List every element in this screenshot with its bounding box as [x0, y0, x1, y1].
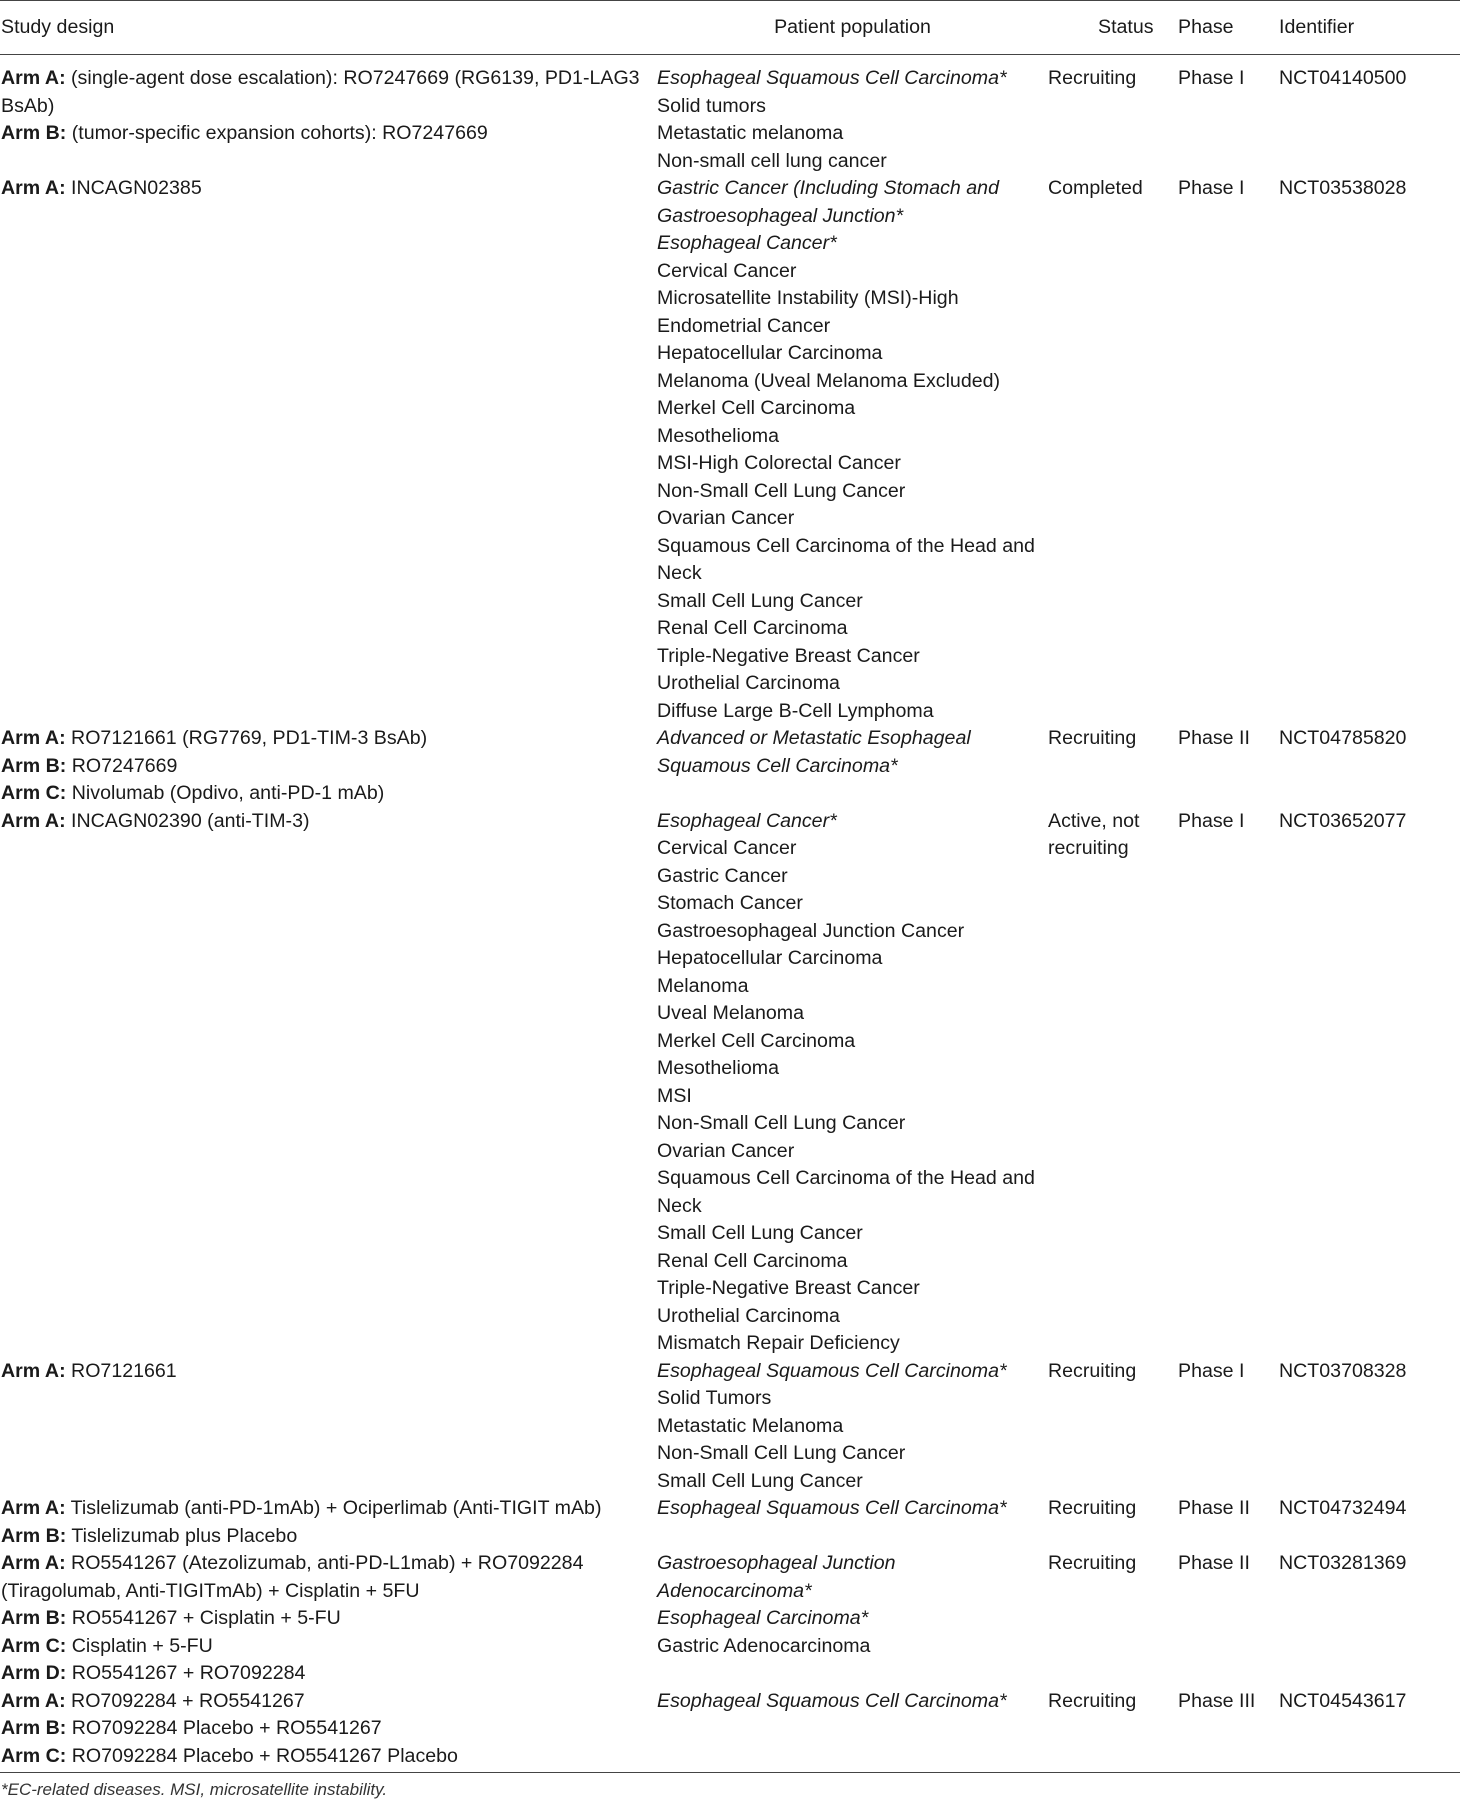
disease-item: Urothelial Carcinoma [657, 1304, 840, 1327]
arm-treatment: RO7092284 Placebo + RO5541267 Placebo [66, 1744, 458, 1767]
status-cell: Active, not recruiting [1048, 809, 1140, 859]
header-row [0, 1, 1460, 55]
arm-entry [1, 1550, 645, 1605]
identifier-cell: NCT04732494 [1279, 1497, 1407, 1519]
ec-related-disease: Gastric Cancer (Including Stomach and Gastroesophageal Junction* [657, 177, 999, 227]
arm-treatment: RO7121661 (RG7769, PD1-TIM-3 BsAb) [65, 727, 428, 749]
arm-label: Arm B: [1, 754, 67, 777]
disease-item: Ovarian Cancer [657, 507, 795, 529]
status-cell: Completed [1048, 177, 1143, 199]
disease-item: Mesothelioma [657, 424, 779, 447]
disease-item: Urothelial Carcinoma [657, 672, 840, 694]
disease-item: Metastatic melanoma [657, 122, 844, 144]
arm-treatment: Tislelizumab plus Placebo [66, 1524, 298, 1547]
disease-item: Renal Cell Carcinoma [657, 1249, 848, 1272]
disease-item: Non-Small Cell Lung Cancer [657, 479, 906, 502]
arm-label: Arm B: [1, 122, 67, 144]
disease-item: Merkel Cell Carcinoma [657, 397, 856, 419]
arm-entry [1, 1688, 645, 1716]
table-row [0, 1550, 1460, 1688]
phase-cell: Phase I [1178, 177, 1245, 199]
study-design-cell [0, 1358, 657, 1496]
arm-entry [1, 1633, 645, 1661]
arm-entry [1, 780, 645, 808]
disease-item: Gastric Adenocarcinoma [657, 1634, 871, 1657]
disease-item: Merkel Cell Carcinoma [657, 1029, 856, 1052]
ec-related-disease: Esophageal Squamous Cell Carcinoma* [657, 1689, 1007, 1712]
table-row [0, 1358, 1460, 1496]
arm-label: Arm C: [1, 1744, 67, 1767]
disease-item: Cervical Cancer [657, 259, 797, 282]
table-row [0, 1495, 1460, 1550]
status-cell: Recruiting [1048, 67, 1137, 89]
arm-treatment: RO5541267 + Cisplatin + 5-FU [66, 1607, 341, 1629]
arm-entry [1, 65, 645, 120]
arm-entry [1, 1715, 645, 1743]
patient-population-cell [657, 1550, 1048, 1688]
ec-related-disease: Esophageal Squamous Cell Carcinoma* [657, 1497, 1007, 1519]
disease-item: Ovarian Cancer [657, 1139, 795, 1162]
table-row [0, 175, 1460, 725]
arm-treatment: RO5541267 + RO7092284 [66, 1662, 306, 1684]
arm-treatment: RO7092284 Placebo + RO5541267 [66, 1717, 382, 1739]
phase-cell: Phase II [1178, 1497, 1250, 1519]
study-design-cell [0, 808, 657, 1358]
disease-item: Stomach Cancer [657, 892, 803, 914]
disease-item: Diffuse Large B-Cell Lymphoma [657, 699, 934, 722]
disease-item: Non-Small Cell Lung Cancer [657, 1442, 906, 1464]
arm-label: Arm B: [1, 1607, 67, 1629]
arm-treatment: Cisplatin + 5-FU [66, 1634, 213, 1657]
arm-treatment: RO5541267 (Atezolizumab, anti-PD-L1mab) + RO7092284 (Tiragolumab, Anti-TIGITmAb) + Cisplatin + 5FU [1, 1552, 589, 1602]
patient-population-cell [657, 808, 1048, 1358]
phase-cell: Phase III [1178, 1689, 1256, 1712]
table-row [0, 808, 1460, 1358]
table-footnote: *EC-related diseases. MSI, microsatellite instability. [1, 1780, 388, 1799]
disease-item: Solid tumors [657, 94, 766, 117]
disease-item: Metastatic Melanoma [657, 1414, 844, 1437]
table-body [0, 55, 1460, 1771]
disease-item: Cervical Cancer [657, 837, 797, 859]
patient-population-cell [657, 55, 1048, 176]
disease-item: Triple-Negative Breast Cancer [657, 644, 920, 667]
arm-entry [1, 1358, 645, 1386]
disease-item: Microsatellite Instability (MSI)-High Endometrial Cancer [657, 287, 959, 337]
disease-item: Melanoma [657, 974, 749, 997]
patient-population-cell [657, 175, 1048, 725]
disease-item: MSI-High Colorectal Cancer [657, 452, 901, 474]
status-cell: Recruiting [1048, 1689, 1137, 1712]
ec-related-disease: Esophageal Carcinoma* [657, 1607, 869, 1629]
patient-population-cell [657, 1358, 1048, 1496]
phase-cell: Phase I [1178, 67, 1245, 89]
study-design-cell [0, 1495, 657, 1550]
disease-item: Non-small cell lung cancer [657, 149, 887, 172]
identifier-cell: NCT03708328 [1279, 1359, 1407, 1382]
ec-related-disease: Advanced or Metastatic Esophageal Squamous Cell Carcinoma* [657, 727, 971, 777]
arm-treatment: INCAGN02385 [65, 177, 202, 199]
status-cell: Recruiting [1048, 1497, 1137, 1519]
identifier-cell: NCT03281369 [1279, 1552, 1407, 1574]
arm-entry [1, 120, 645, 148]
arm-treatment: RO7247669 [66, 754, 178, 777]
arm-label: Arm A: [1, 1359, 66, 1382]
arm-treatment: INCAGN02390 (anti-TIM-3) [65, 809, 310, 832]
table-row [0, 1688, 1460, 1771]
arm-entry [1, 1495, 645, 1523]
disease-item: MSI [657, 1084, 692, 1107]
study-design-cell [0, 725, 657, 808]
phase-cell: Phase I [1178, 809, 1245, 832]
disease-item: Gastroesophageal Junction Cancer [657, 919, 965, 942]
footer-rule [0, 1772, 1460, 1773]
disease-item: Uveal Melanoma [657, 1002, 805, 1024]
ec-related-disease: Esophageal Cancer* [657, 232, 837, 254]
disease-item: Hepatocellular Carcinoma [657, 947, 883, 969]
patient-population-cell [657, 1688, 1048, 1771]
arm-treatment: Nivolumab (Opdivo, anti-PD-1 mAb) [66, 782, 385, 804]
ec-related-disease: Gastroesophageal Junction Adenocarcinoma* [657, 1552, 896, 1602]
arm-entry [1, 1523, 645, 1551]
status-cell: Recruiting [1048, 1552, 1137, 1574]
identifier-cell: NCT04785820 [1279, 727, 1407, 749]
arm-label: Arm A: [1, 727, 66, 749]
arm-label: Arm C: [1, 1634, 67, 1657]
header-patient-population: Patient population [657, 1, 1048, 55]
arm-label: Arm A: [1, 809, 66, 832]
disease-item: Melanoma (Uveal Melanoma Excluded) [657, 369, 1001, 392]
arm-label: Arm A: [1, 1689, 66, 1712]
disease-item: Triple-Negative Breast Cancer [657, 1277, 920, 1299]
ec-related-disease: Esophageal Squamous Cell Carcinoma* [657, 1359, 1007, 1382]
arm-label: Arm B: [1, 1524, 67, 1547]
arm-label: Arm A: [1, 67, 66, 89]
disease-item: Hepatocellular Carcinoma [657, 342, 883, 364]
phase-cell: Phase I [1178, 1359, 1245, 1382]
arm-label: Arm B: [1, 1717, 67, 1739]
arm-label: Arm C: [1, 782, 67, 804]
disease-item: Squamous Cell Carcinoma of the Head and Neck [657, 534, 1035, 584]
identifier-cell: NCT04140500 [1279, 67, 1407, 89]
disease-item: Renal Cell Carcinoma [657, 617, 848, 639]
arm-treatment: RO7121661 [65, 1359, 177, 1382]
status-cell: Recruiting [1048, 1359, 1137, 1382]
identifier-cell: NCT04543617 [1279, 1689, 1407, 1712]
header-status: Status [1048, 1, 1178, 55]
patient-population-cell [657, 1495, 1048, 1550]
study-design-cell [0, 175, 657, 725]
patient-population-cell [657, 725, 1048, 808]
disease-item: Mismatch Repair Deficiency [657, 1332, 900, 1354]
arm-entry [1, 1605, 645, 1633]
disease-item: Small Cell Lung Cancer [657, 589, 863, 612]
phase-cell: Phase II [1178, 727, 1250, 749]
phase-cell: Phase II [1178, 1552, 1250, 1574]
arm-label: Arm A: [1, 1497, 66, 1519]
study-design-cell [0, 1550, 657, 1688]
table-row [0, 725, 1460, 808]
arm-treatment: Tislelizumab (anti-PD-1mAb) + Ociperlimab (Anti-TIGIT mAb) [65, 1497, 602, 1519]
arm-label: Arm D: [1, 1662, 67, 1684]
identifier-cell: NCT03652077 [1279, 809, 1407, 832]
arm-treatment: RO7092284 + RO5541267 [65, 1689, 305, 1712]
arm-entry [1, 753, 645, 781]
disease-item: Small Cell Lung Cancer [657, 1222, 863, 1244]
arm-entry [1, 175, 645, 203]
status-cell: Recruiting [1048, 727, 1137, 749]
header-identifier: Identifier [1279, 1, 1460, 55]
header-study-design: Study design [0, 1, 657, 55]
ec-related-disease: Esophageal Squamous Cell Carcinoma* [657, 67, 1007, 89]
arm-treatment: (tumor-specific expansion cohorts): RO7247669 [66, 122, 488, 144]
table-row [0, 55, 1460, 176]
disease-item: Mesothelioma [657, 1057, 779, 1079]
arm-treatment: (single-agent dose escalation): RO7247669 (RG6139, PD1-LAG3 BsAb) [1, 67, 646, 117]
table-header [0, 1, 1460, 55]
disease-item: Gastric Cancer [657, 864, 788, 887]
arm-label: Arm A: [1, 177, 66, 199]
arm-entry [1, 725, 645, 753]
study-design-cell [0, 1688, 657, 1771]
study-design-cell [0, 55, 657, 176]
ec-related-disease: Esophageal Cancer* [657, 809, 837, 832]
disease-item: Squamous Cell Carcinoma of the Head and Neck [657, 1167, 1035, 1217]
arm-entry [1, 808, 645, 836]
arm-label: Arm A: [1, 1552, 66, 1574]
arm-entry [1, 1660, 645, 1688]
disease-item: Small Cell Lung Cancer [657, 1469, 863, 1492]
arm-entry [1, 1743, 645, 1771]
header-phase: Phase [1178, 1, 1279, 55]
identifier-cell: NCT03538028 [1279, 177, 1407, 199]
disease-item: Solid Tumors [657, 1387, 772, 1409]
disease-item: Non-Small Cell Lung Cancer [657, 1112, 906, 1134]
